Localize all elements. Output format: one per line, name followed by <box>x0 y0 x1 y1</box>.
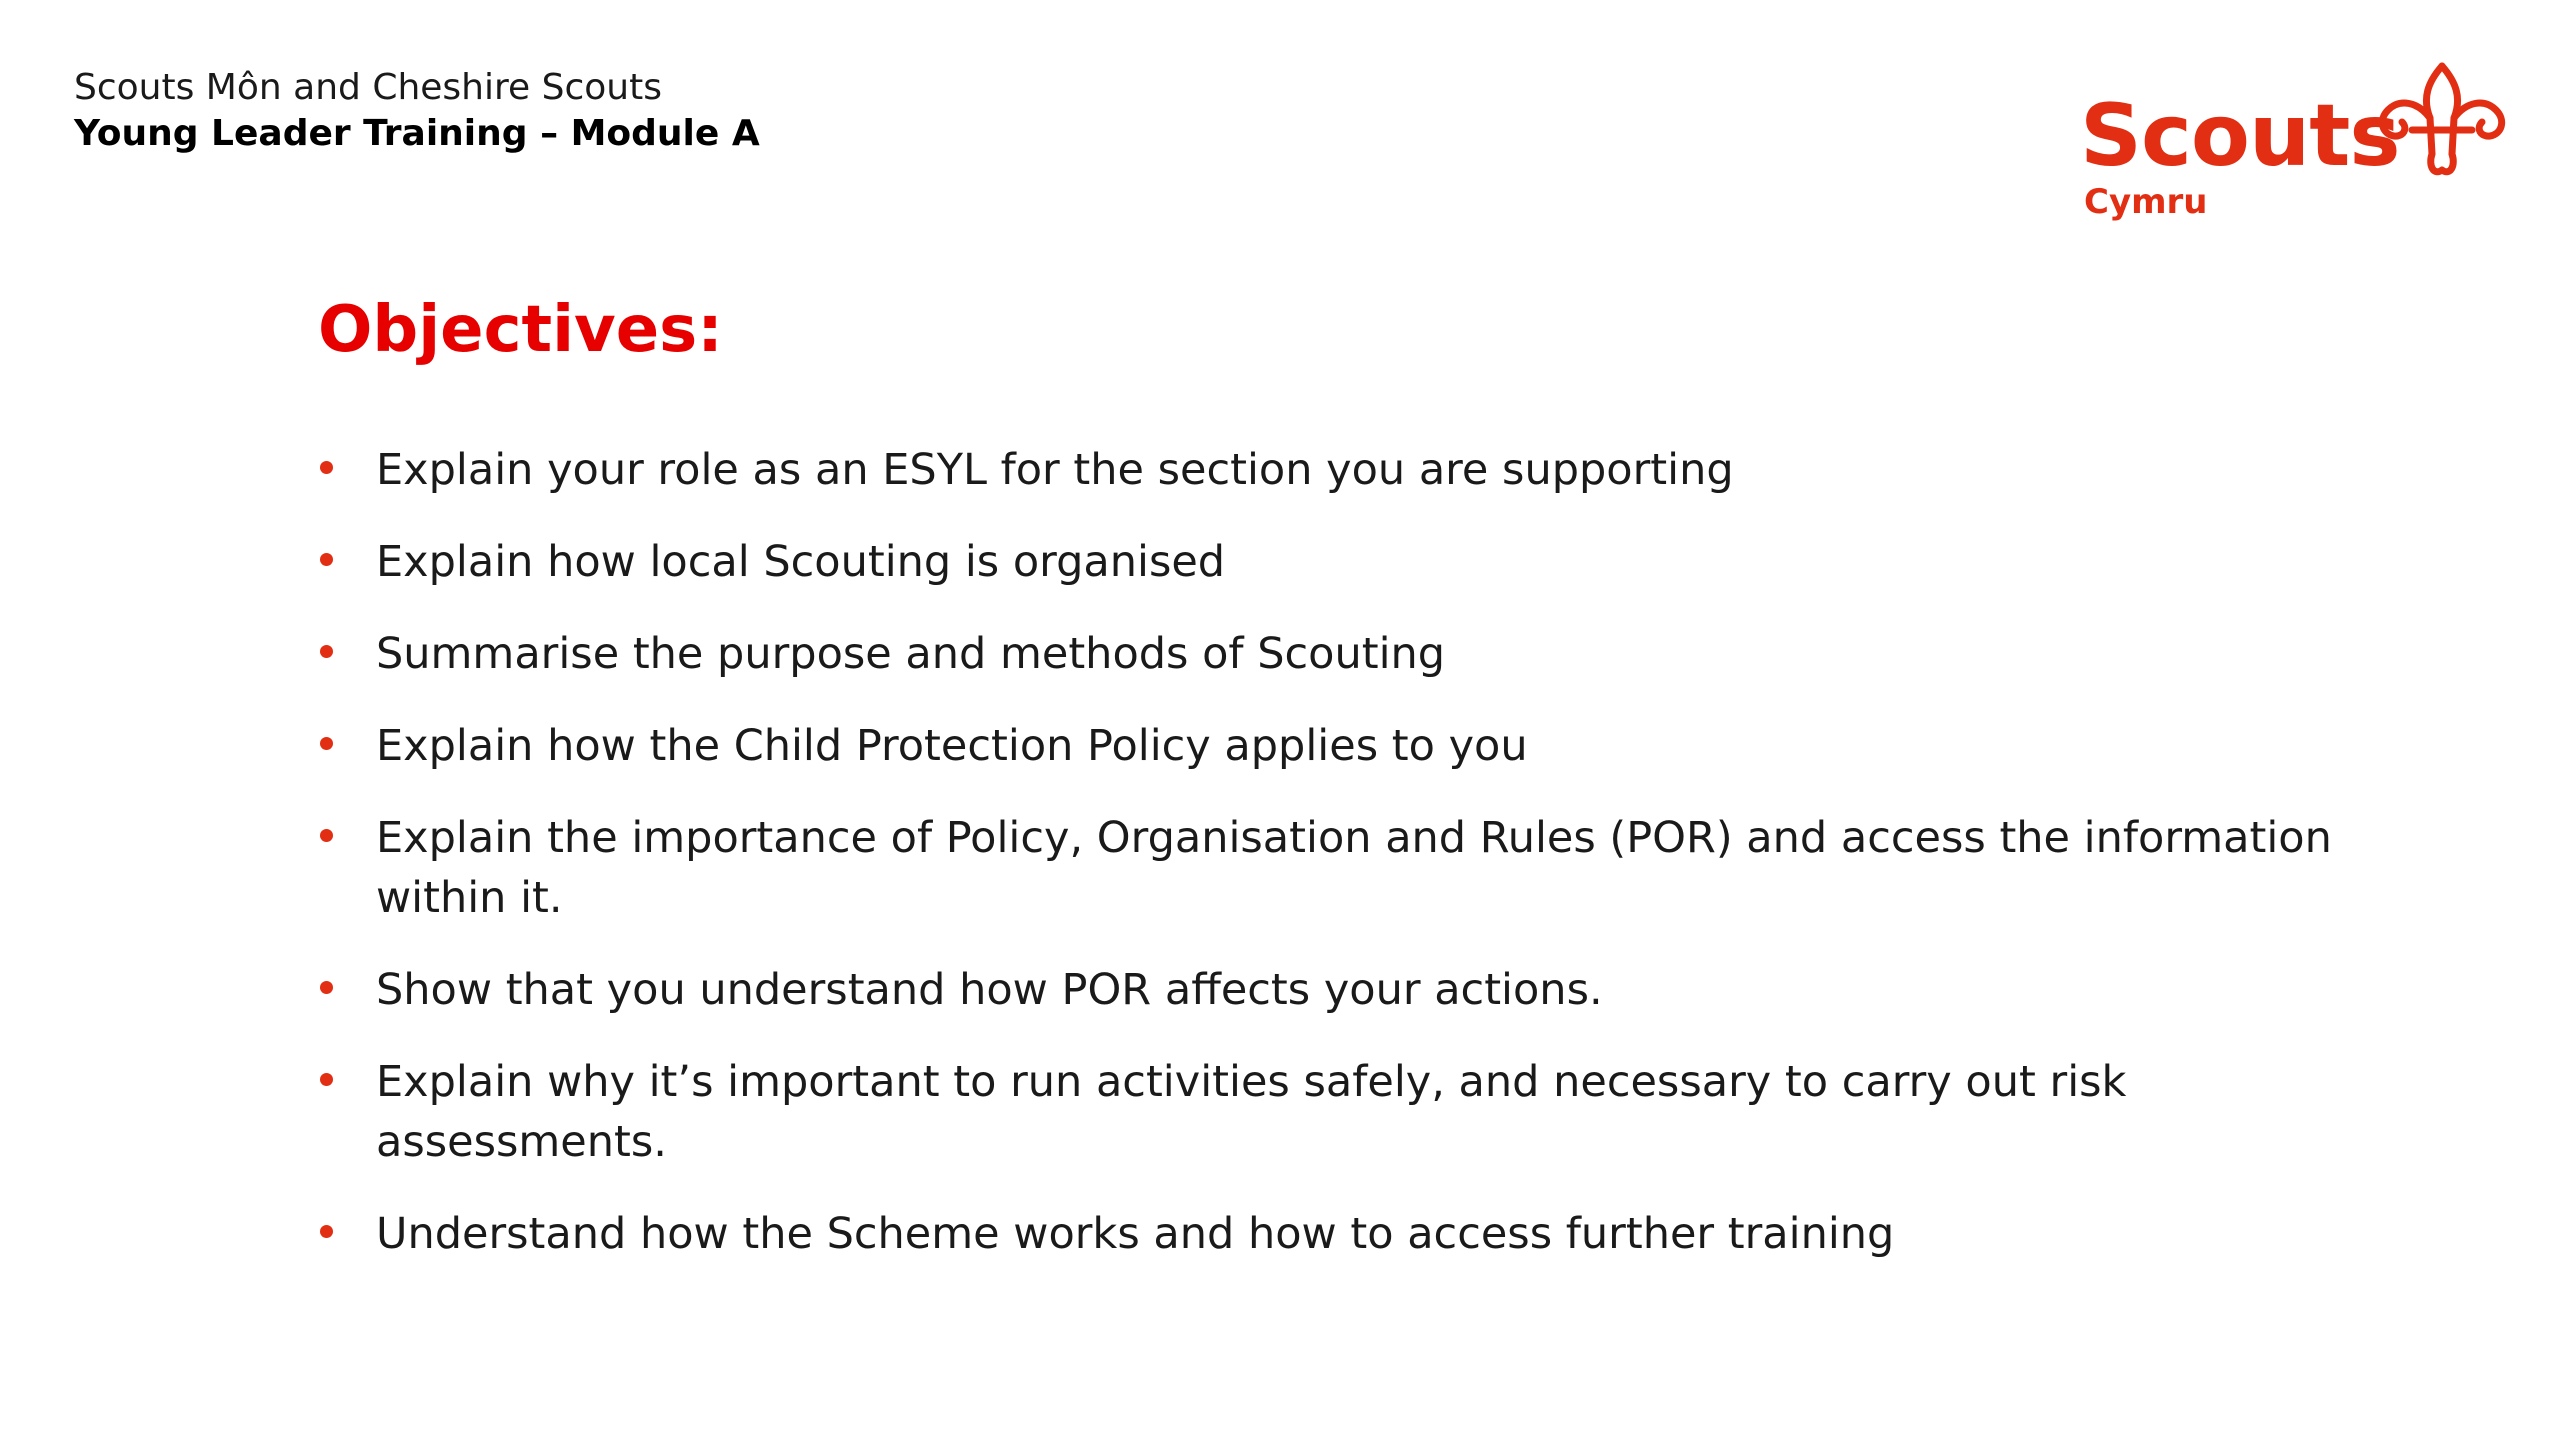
objective-item <box>318 440 2338 500</box>
organisation-name: Scouts Môn and Cheshire Scouts <box>74 67 662 108</box>
course-title: Young Leader Training – Module A <box>74 113 760 154</box>
bullet-icon <box>320 461 333 474</box>
fleur-de-lis-icon <box>2372 58 2512 188</box>
objective-item <box>318 1204 2338 1264</box>
objective-text: Explain how the Child Protection Policy applies to you <box>376 721 1528 771</box>
objectives-list <box>318 440 2338 1296</box>
bullet-icon <box>320 737 333 750</box>
objective-item <box>318 716 2338 776</box>
logo-wordmark: Scouts <box>2080 86 2400 186</box>
objective-item <box>318 624 2338 684</box>
scouts-cymru-logo <box>2080 58 2520 228</box>
slide-title: Objectives: <box>318 293 723 367</box>
objective-text: Explain why it’s important to run activities safely, and necessary to carry out risk assessments. <box>376 1057 2127 1167</box>
objective-text: Understand how the Scheme works and how to access further training <box>376 1209 1895 1259</box>
bullet-icon <box>320 981 333 994</box>
logo-subtitle: Cymru <box>2084 182 2208 222</box>
objective-item <box>318 532 2338 592</box>
objective-item <box>318 808 2338 928</box>
objective-item <box>318 1052 2338 1172</box>
bullet-icon <box>320 1073 333 1086</box>
objective-item <box>318 960 2338 1020</box>
objective-text: Show that you understand how POR affects your actions. <box>376 965 1603 1015</box>
bullet-icon <box>320 645 333 658</box>
objective-text: Explain the importance of Policy, Organisation and Rules (POR) and access the information within it. <box>376 813 2332 923</box>
bullet-icon <box>320 829 333 842</box>
objective-text: Explain your role as an ESYL for the section you are supporting <box>376 445 1734 495</box>
bullet-icon <box>320 1225 333 1238</box>
bullet-icon <box>320 553 333 566</box>
objective-text: Explain how local Scouting is organised <box>376 537 1226 587</box>
objective-text: Summarise the purpose and methods of Scouting <box>376 629 1446 679</box>
